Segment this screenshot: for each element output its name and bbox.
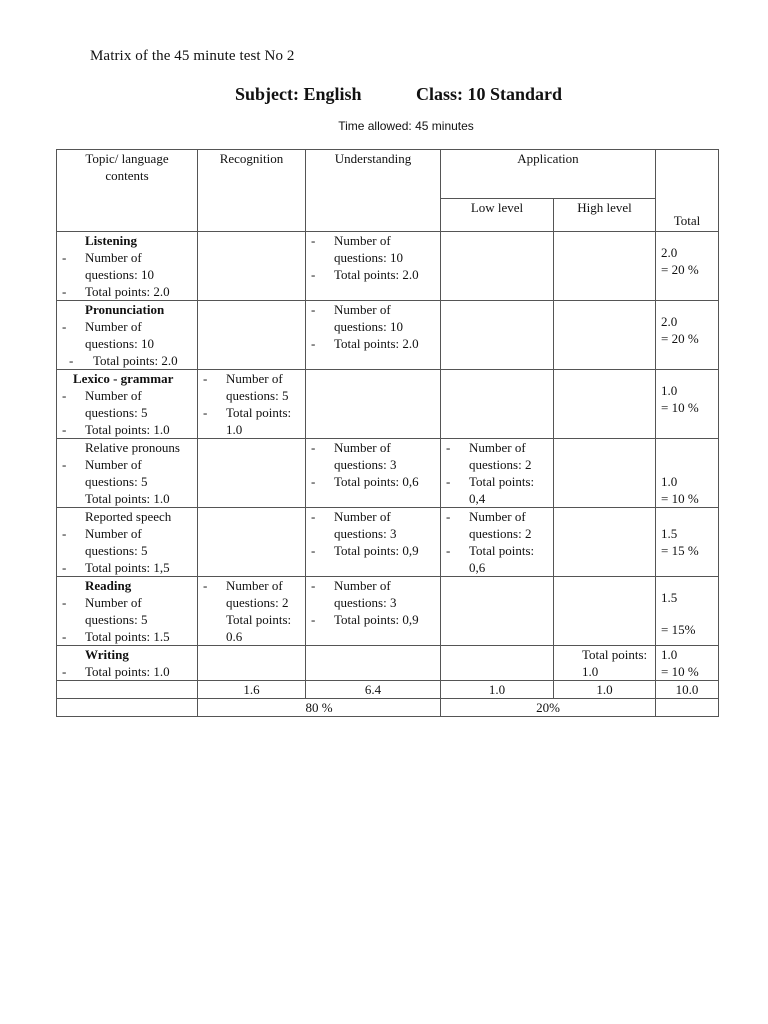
total-cell: 1.5 = 15 %: [656, 508, 719, 577]
high-level-cell: [554, 370, 656, 439]
total-cell: 1.5 = 15%: [656, 577, 719, 646]
list-item: - Number of questions: 10: [62, 250, 154, 282]
class-label: Class: 10 Standard: [416, 84, 563, 104]
recognition-cell: [198, 646, 306, 681]
list-item: - Total points: 2.0: [311, 336, 419, 351]
percent-total-cell: [656, 699, 719, 717]
understanding-cell: [306, 232, 441, 301]
low-level-cell: [441, 301, 554, 370]
header-row: [57, 150, 719, 199]
total-cell: 1.0 = 10 %: [656, 370, 719, 439]
high-level-cell: [554, 301, 656, 370]
list-item: - Number of questions: 10: [311, 302, 403, 334]
topic-title: Reading: [85, 578, 132, 593]
list-item: - Total points: 1.0: [62, 422, 170, 437]
percent-recognition-understanding: 80 %: [198, 699, 441, 717]
header-low-level: Low level: [441, 199, 554, 232]
total-cell: 1.0 = 10 %: [656, 439, 719, 508]
header-total: Total: [656, 150, 719, 232]
understanding-cell: [306, 508, 441, 577]
recognition-cell: [198, 370, 306, 439]
list-item: - Total points: 2.0: [69, 353, 178, 368]
list-item: - Total points: 2.0: [62, 284, 170, 299]
low-level-cell: [441, 439, 554, 508]
sum-understanding: 6.4: [306, 681, 441, 699]
sum-low-level: 1.0: [441, 681, 554, 699]
list-item: - Number of questions: 10: [311, 233, 403, 265]
understanding-cell: [306, 577, 441, 646]
topic-cell: [57, 370, 198, 439]
topic-title: Lexico - grammar: [73, 371, 174, 386]
table-row: [57, 577, 719, 646]
list-item: - Total points: 1.5: [62, 629, 170, 644]
header-application: Application: [441, 150, 656, 199]
topic-cell: [57, 301, 198, 370]
low-level-cell: [441, 646, 554, 681]
low-level-cell: [441, 508, 554, 577]
high-level-cell: [554, 508, 656, 577]
sum-recognition: 1.6: [198, 681, 306, 699]
recognition-cell: [198, 439, 306, 508]
percent-label-cell: [57, 699, 198, 717]
understanding-cell: [306, 646, 441, 681]
topic-cell: [57, 439, 198, 508]
topic-cell: [57, 577, 198, 646]
topic-title: Relative pronouns: [85, 440, 180, 455]
list-item: - Total points: 0,9: [311, 543, 419, 558]
document-heading: Matrix of the 45 minute test No 2: [90, 48, 295, 64]
topic-cell: [57, 508, 198, 577]
test-matrix-table: [56, 149, 719, 717]
topic-cell: [57, 232, 198, 301]
total-cell: 2.0 = 20 %: [656, 232, 719, 301]
high-level-cell: [554, 439, 656, 508]
understanding-cell: [306, 301, 441, 370]
high-level-cell: [554, 577, 656, 646]
high-level-cell: Total points: 1.0: [554, 646, 656, 681]
topic-tail: Total points: 1.0: [85, 491, 170, 506]
percent-application: 20%: [441, 699, 656, 717]
list-item: - Number of questions: 5: [62, 457, 148, 489]
header-understanding: Understanding: [306, 150, 441, 232]
recognition-tail: Total points: 0.6: [226, 612, 292, 644]
list-item: - Total points: 0,6: [311, 474, 419, 489]
header-high-level: High level: [554, 199, 656, 232]
table-row: [57, 370, 719, 439]
list-item: - Total points: 0,4: [446, 474, 535, 506]
understanding-cell: [306, 370, 441, 439]
topic-title: Reported speech: [85, 509, 172, 524]
topic-cell: [57, 646, 198, 681]
list-item: - Total points: 1.0: [62, 664, 170, 679]
topic-title: Pronunciation: [85, 302, 165, 317]
list-item: - Total points: 0,6: [446, 543, 535, 575]
recognition-cell: [198, 232, 306, 301]
topic-title: Writing: [85, 647, 129, 662]
list-item: - Total points: 1,5: [62, 560, 170, 575]
topic-title: Listening: [85, 233, 138, 248]
recognition-cell: [198, 508, 306, 577]
header-topic: Topic/ language contents: [57, 150, 198, 232]
table-row: [57, 646, 719, 681]
list-item: - Number of questions: 2: [203, 578, 289, 610]
low-level-cell: [441, 370, 554, 439]
table-row: [57, 508, 719, 577]
percent-row: [57, 699, 719, 717]
list-item: - Number of questions: 2: [446, 509, 532, 541]
recognition-cell: [198, 301, 306, 370]
recognition-cell: [198, 577, 306, 646]
list-item: - Number of questions: 3: [311, 440, 397, 472]
list-item: - Number of questions: 5: [203, 371, 289, 403]
list-item: - Number of questions: 3: [311, 578, 397, 610]
list-item: - Number of questions: 5: [62, 388, 148, 420]
list-item: - Total points: 2.0: [311, 267, 419, 282]
sums-label-cell: [57, 681, 198, 699]
list-item: - Number of questions: 5: [62, 595, 148, 627]
understanding-cell: [306, 439, 441, 508]
list-item: - Number of questions: 5: [62, 526, 148, 558]
sum-total: 10.0: [656, 681, 719, 699]
header-recognition: Recognition: [198, 150, 306, 232]
list-item: - Total points: 0,9: [311, 612, 419, 627]
total-cell: 1.0 = 10 %: [656, 646, 719, 681]
high-level-cell: [554, 232, 656, 301]
sums-row: [57, 681, 719, 699]
low-level-cell: [441, 577, 554, 646]
table-row: [57, 301, 719, 370]
list-item: - Number of questions: 3: [311, 509, 397, 541]
sum-high-level: 1.0: [554, 681, 656, 699]
table-row: [57, 439, 719, 508]
table-row: [57, 232, 719, 301]
low-level-cell: [441, 232, 554, 301]
subject-label: Subject: English: [235, 84, 362, 104]
total-cell: 2.0 = 20 %: [656, 301, 719, 370]
list-item: - Number of questions: 10: [62, 319, 154, 351]
list-item: - Total points: 1.0: [203, 405, 292, 437]
list-item: - Number of questions: 2: [446, 440, 532, 472]
time-allowed: Time allowed: 45 minutes: [338, 119, 474, 133]
